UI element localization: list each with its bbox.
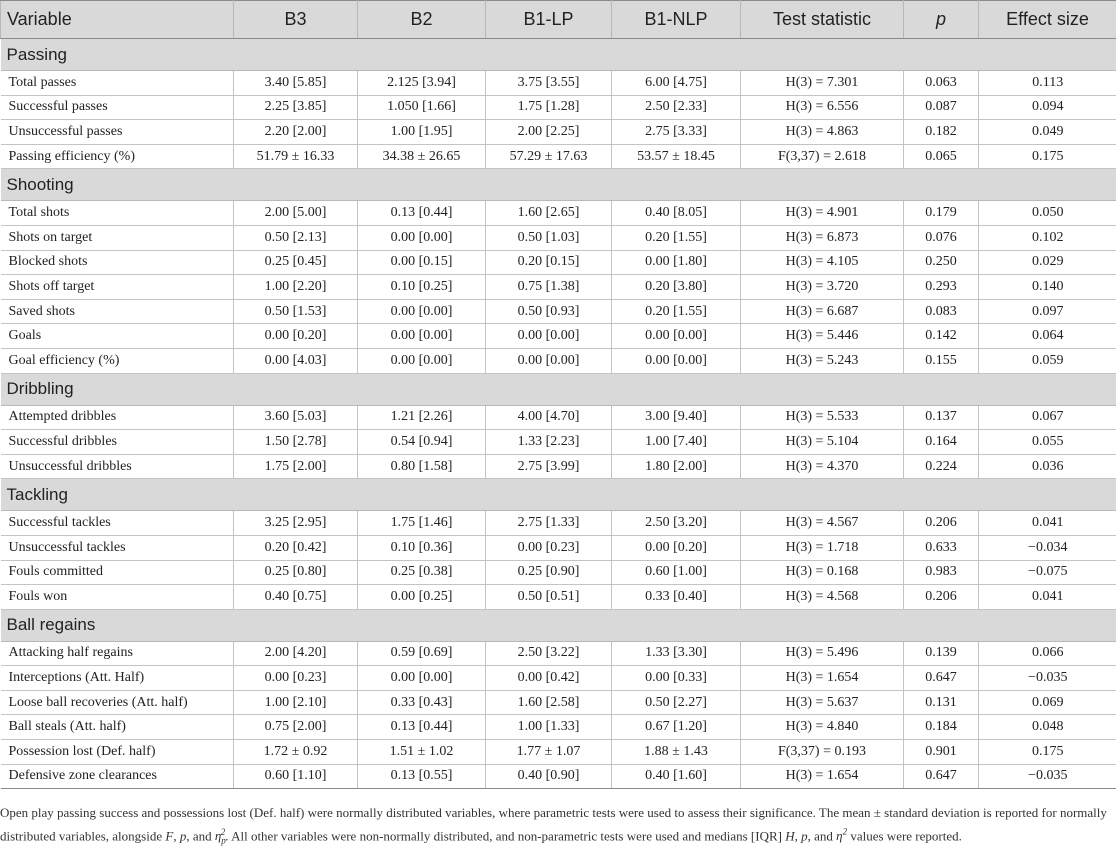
table-row bbox=[1, 560, 1116, 585]
eta-superscript: 2 bbox=[220, 826, 226, 837]
cell-b1-lp: 1.33 [2.23] bbox=[486, 430, 612, 455]
cell-effect-size: −0.075 bbox=[979, 560, 1116, 585]
cell-effect-size: −0.035 bbox=[979, 764, 1116, 789]
cell-effect-size: 0.055 bbox=[979, 430, 1116, 455]
cell-b1-lp: 2.00 [2.25] bbox=[486, 120, 612, 145]
cell-b3: 1.00 [2.10] bbox=[234, 690, 358, 715]
table-row bbox=[1, 201, 1116, 226]
cell-b3: 1.50 [2.78] bbox=[234, 430, 358, 455]
cell-variable: Fouls committed bbox=[1, 560, 234, 585]
cell-b3: 0.25 [0.45] bbox=[234, 250, 358, 275]
cell-b1-lp: 1.75 [1.28] bbox=[486, 95, 612, 120]
cell-test-statistic: H(3) = 4.901 bbox=[741, 201, 904, 226]
cell-variable: Possession lost (Def. half) bbox=[1, 740, 234, 765]
cell-test-statistic: H(3) = 5.446 bbox=[741, 324, 904, 349]
cell-variable: Fouls won bbox=[1, 585, 234, 610]
cell-p-value: 0.983 bbox=[904, 560, 979, 585]
cell-b1-lp: 1.00 [1.33] bbox=[486, 715, 612, 740]
cell-effect-size: 0.094 bbox=[979, 95, 1116, 120]
cell-b1-nlp: 2.75 [3.33] bbox=[612, 120, 741, 145]
table-row bbox=[1, 764, 1116, 789]
header-effect-size: Effect size bbox=[979, 1, 1116, 39]
cell-variable: Goal efficiency (%) bbox=[1, 348, 234, 373]
cell-variable: Interceptions (Att. Half) bbox=[1, 666, 234, 691]
cell-variable: Shots on target bbox=[1, 225, 234, 250]
cell-b3: 2.00 [5.00] bbox=[234, 201, 358, 226]
cell-b1-nlp: 1.88 ± 1.43 bbox=[612, 740, 741, 765]
eta-superscript: 2 bbox=[842, 826, 848, 837]
table-row bbox=[1, 585, 1116, 610]
cell-b1-lp: 0.50 [0.93] bbox=[486, 299, 612, 324]
footnote-symbol-eta-p bbox=[214, 826, 226, 846]
cell-variable: Unsuccessful passes bbox=[1, 120, 234, 145]
cell-effect-size: 0.069 bbox=[979, 690, 1116, 715]
cell-b1-nlp: 1.33 [3.30] bbox=[612, 641, 741, 666]
cell-test-statistic: H(3) = 6.687 bbox=[741, 299, 904, 324]
cell-test-statistic: F(3,37) = 2.618 bbox=[741, 144, 904, 169]
table-row bbox=[1, 405, 1116, 430]
cell-effect-size: 0.041 bbox=[979, 585, 1116, 610]
header-b2: B2 bbox=[358, 1, 486, 39]
cell-b1-nlp: 0.00 [1.80] bbox=[612, 250, 741, 275]
cell-b1-nlp: 0.00 [0.33] bbox=[612, 666, 741, 691]
footnote-separator: , bbox=[173, 827, 180, 843]
cell-effect-size: 0.029 bbox=[979, 250, 1116, 275]
cell-b1-nlp: 0.00 [0.00] bbox=[612, 324, 741, 349]
cell-b1-lp: 2.75 [3.99] bbox=[486, 454, 612, 479]
cell-b2: 0.00 [0.00] bbox=[358, 324, 486, 349]
cell-variable: Total passes bbox=[1, 71, 234, 96]
footnote-symbol-p: p bbox=[801, 827, 808, 843]
cell-b2: 0.00 [0.00] bbox=[358, 348, 486, 373]
cell-b1-lp: 1.60 [2.65] bbox=[486, 201, 612, 226]
footnote-symbol-f: F bbox=[165, 827, 174, 843]
cell-test-statistic: H(3) = 5.496 bbox=[741, 641, 904, 666]
cell-effect-size: −0.034 bbox=[979, 535, 1116, 560]
cell-b1-lp: 1.60 [2.58] bbox=[486, 690, 612, 715]
header-b1-nlp: B1-NLP bbox=[612, 1, 741, 39]
cell-p-value: 0.182 bbox=[904, 120, 979, 145]
cell-b3: 0.25 [0.80] bbox=[234, 560, 358, 585]
cell-p-value: 0.206 bbox=[904, 585, 979, 610]
footnote-text: Open play passing success and possessions lost (Def. half) were normally distributed variables, where parametric tests were used to assess their significance. The mean ± standard deviation is reported for normally distributed variables, alongside bbox=[0, 805, 1107, 843]
header-variable: Variable bbox=[1, 1, 234, 39]
cell-p-value: 0.647 bbox=[904, 764, 979, 789]
footnote-symbol-p: p bbox=[179, 827, 187, 843]
cell-b1-lp: 0.25 [0.90] bbox=[486, 560, 612, 585]
cell-variable: Attempted dribbles bbox=[1, 405, 234, 430]
cell-b2: 0.13 [0.55] bbox=[358, 764, 486, 789]
cell-effect-size: 0.140 bbox=[979, 275, 1116, 300]
cell-p-value: 0.063 bbox=[904, 71, 979, 96]
cell-effect-size: 0.036 bbox=[979, 454, 1116, 479]
cell-test-statistic: H(3) = 5.533 bbox=[741, 405, 904, 430]
cell-b3: 1.72 ± 0.92 bbox=[234, 740, 358, 765]
cell-b1-lp: 57.29 ± 17.63 bbox=[486, 144, 612, 169]
cell-b1-lp: 0.00 [0.00] bbox=[486, 324, 612, 349]
cell-b1-nlp: 0.20 [3.80] bbox=[612, 275, 741, 300]
table-row bbox=[1, 120, 1116, 145]
section-title: Ball regains bbox=[1, 609, 1116, 641]
cell-variable: Successful passes bbox=[1, 95, 234, 120]
footnote-symbol-h: H bbox=[785, 827, 795, 843]
header-row bbox=[1, 1, 1116, 39]
cell-b2: 0.59 [0.69] bbox=[358, 641, 486, 666]
cell-p-value: 0.633 bbox=[904, 535, 979, 560]
cell-variable: Blocked shots bbox=[1, 250, 234, 275]
header-b1-lp: B1-LP bbox=[486, 1, 612, 39]
cell-b3: 0.00 [0.20] bbox=[234, 324, 358, 349]
cell-b2: 0.00 [0.25] bbox=[358, 585, 486, 610]
cell-b1-lp: 2.50 [3.22] bbox=[486, 641, 612, 666]
cell-b2: 0.13 [0.44] bbox=[358, 201, 486, 226]
cell-b3: 1.00 [2.20] bbox=[234, 275, 358, 300]
cell-test-statistic: H(3) = 4.567 bbox=[741, 511, 904, 536]
cell-variable: Successful dribbles bbox=[1, 430, 234, 455]
cell-p-value: 0.065 bbox=[904, 144, 979, 169]
table-row bbox=[1, 740, 1116, 765]
cell-test-statistic: H(3) = 5.637 bbox=[741, 690, 904, 715]
cell-test-statistic: H(3) = 4.105 bbox=[741, 250, 904, 275]
cell-b3: 2.00 [4.20] bbox=[234, 641, 358, 666]
footnote-text: , and bbox=[186, 827, 215, 843]
cell-test-statistic: F(3,37) = 0.193 bbox=[741, 740, 904, 765]
cell-variable: Defensive zone clearances bbox=[1, 764, 234, 789]
table-body bbox=[1, 39, 1116, 789]
cell-p-value: 0.087 bbox=[904, 95, 979, 120]
cell-test-statistic: H(3) = 0.168 bbox=[741, 560, 904, 585]
cell-variable: Unsuccessful tackles bbox=[1, 535, 234, 560]
eta-glyph: η bbox=[836, 827, 843, 843]
cell-p-value: 0.179 bbox=[904, 201, 979, 226]
cell-b2: 0.13 [0.44] bbox=[358, 715, 486, 740]
cell-effect-size: 0.175 bbox=[979, 144, 1116, 169]
table-row bbox=[1, 324, 1116, 349]
section-header-row bbox=[1, 169, 1116, 201]
table-row bbox=[1, 690, 1116, 715]
cell-test-statistic: H(3) = 3.720 bbox=[741, 275, 904, 300]
cell-test-statistic: H(3) = 4.863 bbox=[741, 120, 904, 145]
cell-effect-size: 0.066 bbox=[979, 641, 1116, 666]
cell-b1-nlp: 0.00 [0.20] bbox=[612, 535, 741, 560]
cell-b3: 0.50 [1.53] bbox=[234, 299, 358, 324]
cell-b1-nlp: 0.20 [1.55] bbox=[612, 299, 741, 324]
cell-b2: 0.00 [0.00] bbox=[358, 299, 486, 324]
cell-b1-lp: 0.00 [0.42] bbox=[486, 666, 612, 691]
cell-effect-size: 0.050 bbox=[979, 201, 1116, 226]
cell-test-statistic: H(3) = 6.873 bbox=[741, 225, 904, 250]
cell-b1-nlp: 2.50 [3.20] bbox=[612, 511, 741, 536]
table-row bbox=[1, 348, 1116, 373]
section-title: Passing bbox=[1, 39, 1116, 71]
section-title: Dribbling bbox=[1, 373, 1116, 405]
table-row bbox=[1, 225, 1116, 250]
cell-b3: 0.00 [0.23] bbox=[234, 666, 358, 691]
cell-test-statistic: H(3) = 4.840 bbox=[741, 715, 904, 740]
cell-test-statistic: H(3) = 4.568 bbox=[741, 585, 904, 610]
cell-b1-nlp: 1.80 [2.00] bbox=[612, 454, 741, 479]
cell-test-statistic: H(3) = 4.370 bbox=[741, 454, 904, 479]
cell-b1-nlp: 6.00 [4.75] bbox=[612, 71, 741, 96]
table-row bbox=[1, 715, 1116, 740]
table-row bbox=[1, 250, 1116, 275]
cell-variable: Goals bbox=[1, 324, 234, 349]
cell-b1-nlp: 0.67 [1.20] bbox=[612, 715, 741, 740]
cell-b1-nlp: 3.00 [9.40] bbox=[612, 405, 741, 430]
section-header-row bbox=[1, 479, 1116, 511]
cell-b2: 0.00 [0.00] bbox=[358, 666, 486, 691]
table-row bbox=[1, 511, 1116, 536]
cell-test-statistic: H(3) = 5.243 bbox=[741, 348, 904, 373]
footnote-text: , and bbox=[807, 827, 837, 843]
cell-test-statistic: H(3) = 5.104 bbox=[741, 430, 904, 455]
table-row bbox=[1, 535, 1116, 560]
cell-p-value: 0.155 bbox=[904, 348, 979, 373]
cell-b3: 2.25 [3.85] bbox=[234, 95, 358, 120]
cell-p-value: 0.083 bbox=[904, 299, 979, 324]
cell-effect-size: 0.113 bbox=[979, 71, 1116, 96]
cell-b2: 0.54 [0.94] bbox=[358, 430, 486, 455]
cell-b1-nlp: 2.50 [2.33] bbox=[612, 95, 741, 120]
cell-variable: Total shots bbox=[1, 201, 234, 226]
cell-b3: 0.75 [2.00] bbox=[234, 715, 358, 740]
cell-p-value: 0.224 bbox=[904, 454, 979, 479]
cell-b1-nlp: 0.40 [8.05] bbox=[612, 201, 741, 226]
table-row bbox=[1, 275, 1116, 300]
cell-b1-lp: 0.00 [0.00] bbox=[486, 348, 612, 373]
cell-b3: 0.00 [4.03] bbox=[234, 348, 358, 373]
cell-p-value: 0.293 bbox=[904, 275, 979, 300]
section-title: Tackling bbox=[1, 479, 1116, 511]
eta-subscript: p bbox=[221, 835, 226, 846]
cell-test-statistic: H(3) = 6.556 bbox=[741, 95, 904, 120]
section-header-row bbox=[1, 373, 1116, 405]
cell-b1-lp: 0.00 [0.23] bbox=[486, 535, 612, 560]
cell-p-value: 0.142 bbox=[904, 324, 979, 349]
footnote-separator: , bbox=[794, 827, 802, 843]
cell-b2: 1.51 ± 1.02 bbox=[358, 740, 486, 765]
header-test-statistic: Test statistic bbox=[741, 1, 904, 39]
cell-b1-nlp: 0.20 [1.55] bbox=[612, 225, 741, 250]
cell-b1-lp: 1.77 ± 1.07 bbox=[486, 740, 612, 765]
cell-b1-lp: 0.40 [0.90] bbox=[486, 764, 612, 789]
cell-b1-lp: 4.00 [4.70] bbox=[486, 405, 612, 430]
cell-variable: Shots off target bbox=[1, 275, 234, 300]
cell-b2: 34.38 ± 26.65 bbox=[358, 144, 486, 169]
cell-b1-nlp: 0.50 [2.27] bbox=[612, 690, 741, 715]
cell-b1-lp: 0.50 [0.51] bbox=[486, 585, 612, 610]
footnote-text: . All other variables were non-normally distributed, and non-parametric tests were used and medians [IQR] bbox=[225, 827, 786, 843]
cell-b1-lp: 0.20 [0.15] bbox=[486, 250, 612, 275]
footnote-symbol-eta bbox=[836, 828, 847, 843]
table-row bbox=[1, 666, 1116, 691]
table-row bbox=[1, 299, 1116, 324]
cell-b2: 0.10 [0.36] bbox=[358, 535, 486, 560]
table-footnote bbox=[0, 804, 1110, 850]
cell-p-value: 0.131 bbox=[904, 690, 979, 715]
cell-variable: Successful tackles bbox=[1, 511, 234, 536]
cell-p-value: 0.206 bbox=[904, 511, 979, 536]
cell-effect-size: 0.064 bbox=[979, 324, 1116, 349]
cell-p-value: 0.076 bbox=[904, 225, 979, 250]
cell-p-value: 0.137 bbox=[904, 405, 979, 430]
cell-variable: Saved shots bbox=[1, 299, 234, 324]
cell-b2: 0.33 [0.43] bbox=[358, 690, 486, 715]
cell-effect-size: 0.059 bbox=[979, 348, 1116, 373]
cell-effect-size: 0.097 bbox=[979, 299, 1116, 324]
table-row bbox=[1, 71, 1116, 96]
cell-b2: 0.25 [0.38] bbox=[358, 560, 486, 585]
cell-variable: Unsuccessful dribbles bbox=[1, 454, 234, 479]
cell-b3: 1.75 [2.00] bbox=[234, 454, 358, 479]
cell-p-value: 0.250 bbox=[904, 250, 979, 275]
cell-effect-size: 0.049 bbox=[979, 120, 1116, 145]
cell-p-value: 0.139 bbox=[904, 641, 979, 666]
cell-b3: 0.40 [0.75] bbox=[234, 585, 358, 610]
footnote-text: values were reported. bbox=[847, 827, 962, 843]
cell-b2: 0.80 [1.58] bbox=[358, 454, 486, 479]
cell-b3: 0.20 [0.42] bbox=[234, 535, 358, 560]
cell-test-statistic: H(3) = 1.654 bbox=[741, 764, 904, 789]
cell-b2: 2.125 [3.94] bbox=[358, 71, 486, 96]
cell-b3: 3.25 [2.95] bbox=[234, 511, 358, 536]
cell-b2: 1.21 [2.26] bbox=[358, 405, 486, 430]
cell-b2: 0.00 [0.15] bbox=[358, 250, 486, 275]
cell-effect-size: 0.048 bbox=[979, 715, 1116, 740]
cell-b1-nlp: 1.00 [7.40] bbox=[612, 430, 741, 455]
cell-b1-nlp: 53.57 ± 18.45 bbox=[612, 144, 741, 169]
table-row bbox=[1, 454, 1116, 479]
cell-b1-nlp: 0.33 [0.40] bbox=[612, 585, 741, 610]
table-row bbox=[1, 144, 1116, 169]
cell-b2: 1.75 [1.46] bbox=[358, 511, 486, 536]
cell-b1-nlp: 0.40 [1.60] bbox=[612, 764, 741, 789]
header-p: p bbox=[904, 1, 979, 39]
cell-p-value: 0.184 bbox=[904, 715, 979, 740]
header-b3: B3 bbox=[234, 1, 358, 39]
cell-b2: 1.050 [1.66] bbox=[358, 95, 486, 120]
cell-effect-size: 0.102 bbox=[979, 225, 1116, 250]
cell-effect-size: 0.175 bbox=[979, 740, 1116, 765]
table-row bbox=[1, 641, 1116, 666]
cell-b3: 2.20 [2.00] bbox=[234, 120, 358, 145]
cell-b2: 1.00 [1.95] bbox=[358, 120, 486, 145]
section-title: Shooting bbox=[1, 169, 1116, 201]
cell-effect-size: 0.041 bbox=[979, 511, 1116, 536]
cell-b3: 0.50 [2.13] bbox=[234, 225, 358, 250]
cell-p-value: 0.647 bbox=[904, 666, 979, 691]
eta-glyph: η bbox=[214, 827, 222, 843]
cell-b1-nlp: 0.00 [0.00] bbox=[612, 348, 741, 373]
cell-b1-lp: 0.50 [1.03] bbox=[486, 225, 612, 250]
cell-effect-size: 0.067 bbox=[979, 405, 1116, 430]
cell-b3: 3.40 [5.85] bbox=[234, 71, 358, 96]
cell-b1-lp: 3.75 [3.55] bbox=[486, 71, 612, 96]
table-row bbox=[1, 430, 1116, 455]
cell-b1-nlp: 0.60 [1.00] bbox=[612, 560, 741, 585]
cell-test-statistic: H(3) = 7.301 bbox=[741, 71, 904, 96]
cell-b3: 0.60 [1.10] bbox=[234, 764, 358, 789]
cell-b1-lp: 2.75 [1.33] bbox=[486, 511, 612, 536]
cell-b3: 51.79 ± 16.33 bbox=[234, 144, 358, 169]
cell-test-statistic: H(3) = 1.654 bbox=[741, 666, 904, 691]
cell-p-value: 0.901 bbox=[904, 740, 979, 765]
cell-b3: 3.60 [5.03] bbox=[234, 405, 358, 430]
cell-b1-lp: 0.75 [1.38] bbox=[486, 275, 612, 300]
section-header-row bbox=[1, 609, 1116, 641]
cell-variable: Attacking half regains bbox=[1, 641, 234, 666]
cell-test-statistic: H(3) = 1.718 bbox=[741, 535, 904, 560]
cell-variable: Ball steals (Att. half) bbox=[1, 715, 234, 740]
cell-b2: 0.10 [0.25] bbox=[358, 275, 486, 300]
table-row bbox=[1, 95, 1116, 120]
cell-b2: 0.00 [0.00] bbox=[358, 225, 486, 250]
cell-p-value: 0.164 bbox=[904, 430, 979, 455]
cell-variable: Passing efficiency (%) bbox=[1, 144, 234, 169]
section-header-row bbox=[1, 39, 1116, 71]
cell-effect-size: −0.035 bbox=[979, 666, 1116, 691]
cell-variable: Loose ball recoveries (Att. half) bbox=[1, 690, 234, 715]
